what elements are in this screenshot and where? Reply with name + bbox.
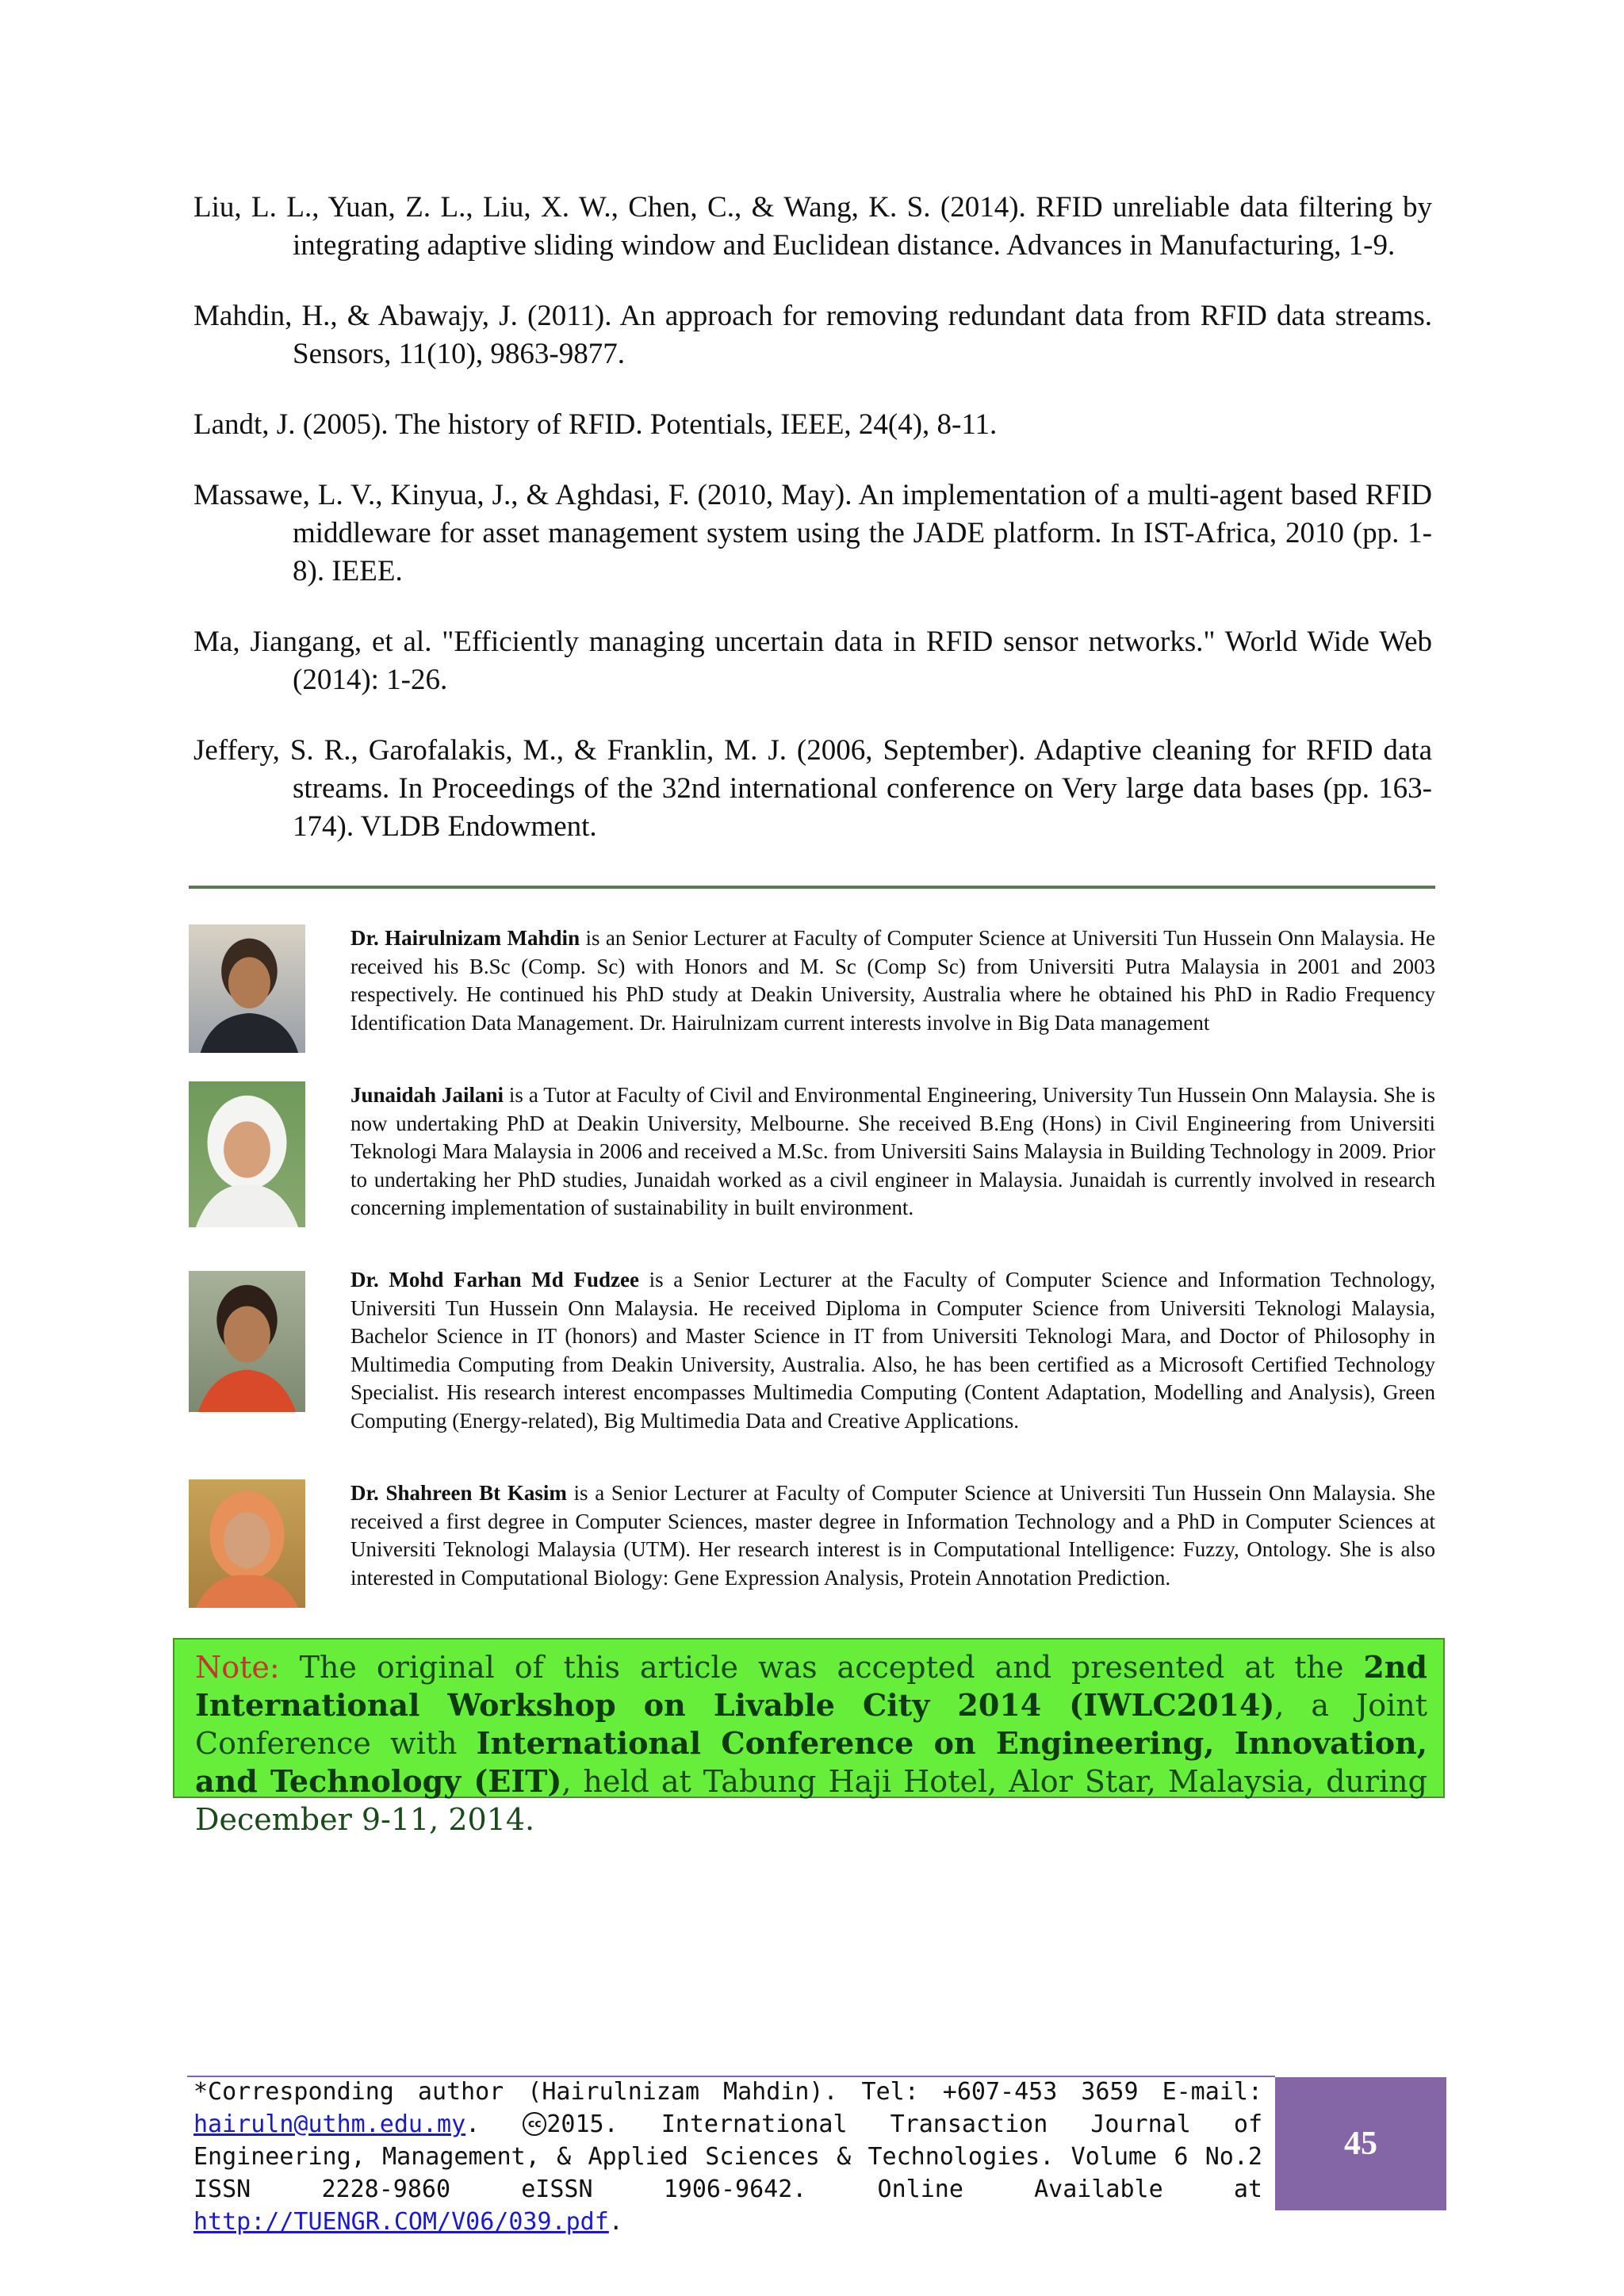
author-bio-text bbox=[350, 924, 1435, 1037]
author-bio-body: is a Senior Lecturer at the Faculty of Computer Science and Information Technology, Universiti Tun Hussein Onn Malaysia. He received Diploma in Computer Science from Universiti Teknologi Malaysia, Bachelor Science in IT (honors) and Master Science in IT from Universiti Teknologi Mara, and Doctor of Philosophy in Multimedia Computing from Deakin University, Australia. Also, he has been certified as a Microsoft Certified Technology Specialist. His research interest encompasses Multimedia Computing (Content Adaptation, Modelling and Analysis), Green Computing (Energy-related), Big Multimedia Data and Creative Applications. bbox=[350, 1268, 1435, 1433]
author-photo-icon bbox=[189, 1271, 305, 1412]
author-name: Dr. Mohd Farhan Md Fudzee bbox=[350, 1268, 639, 1292]
author-name: Dr. Shahreen Bt Kasim bbox=[350, 1481, 567, 1505]
reference-item: Jeffery, S. R., Garofalakis, M., & Franklin, M. J. (2006, September). Adaptive cleaning for RFID data streams. In Proceedings of the 32nd international conference on Very large data bases (pp. 163-174). VLDB Endowment. bbox=[193, 734, 1432, 843]
note-text: , a Joint Conference with bbox=[195, 1688, 1428, 1761]
author-photo bbox=[189, 924, 305, 1053]
author-name: Junaidah Jailani bbox=[350, 1083, 504, 1107]
footer-text: 2015. International Transaction Journal of Engineering, Management, & Applied Sciences & Technologies. Volume 6 No.2 ISSN 2228-9860 eISSN 1906-9642. Online Available at bbox=[193, 2110, 1262, 2203]
author-bio bbox=[189, 1081, 1435, 1232]
note-label: Note: bbox=[195, 1650, 280, 1685]
conference-note bbox=[173, 1638, 1445, 1837]
author-bio-body: is a Senior Lecturer at Faculty of Computer Science at Universiti Tun Hussein Onn Malaysia. She received a first degree in Computer Sciences, master degree in Information Technology and a PhD in Computer Sciences at Universiti Teknologi Malaysia (UTM). Her research interest is in Computational Intelligence: Fuzzy, Ontology. She is also interested in Computational Biology: Gene Expression Analysis, Protein Annotation Prediction. bbox=[350, 1481, 1435, 1590]
creative-commons-icon: cc bbox=[523, 2112, 546, 2136]
author-bio bbox=[189, 1479, 1435, 1622]
note-conference: International Conference on Engineering, Innovation, and Technology (EIT) bbox=[195, 1725, 1427, 1799]
note-workshop: 2nd International Workshop on Livable City 2014 (IWLC2014) bbox=[195, 1649, 1427, 1723]
author-bio-text bbox=[350, 1081, 1435, 1223]
section-divider bbox=[189, 886, 1435, 889]
note-text: , held at Tabung Haji Hotel, Alor Star, Malaysia, during December 9-11, 2014. bbox=[195, 1764, 1427, 1837]
reference-list bbox=[193, 189, 1432, 846]
reference-item: Massawe, L. V., Kinyua, J., & Aghdasi, F. (2010, May). An implementation of a multi-agent based RFID middleware for asset management system using the JADE platform. In IST-Africa, 2010 (pp. 1-8). IEEE. bbox=[193, 479, 1432, 587]
author-name: Dr. Hairulnizam Mahdin bbox=[350, 926, 580, 950]
reference-item: Ma, Jiangang, et al. "Efficiently managing uncertain data in RFID sensor networks." World Wide Web (2014): 1-26. bbox=[193, 626, 1432, 696]
author-photo bbox=[189, 1081, 305, 1227]
page-number: 45 bbox=[1275, 2077, 1446, 2210]
footer-text: . bbox=[465, 2110, 523, 2138]
author-bio-text bbox=[350, 1266, 1435, 1435]
article-url-link[interactable]: http://TUENGR.COM/V06/039.pdf bbox=[193, 2208, 609, 2236]
reference-item: Liu, L. L., Yuan, Z. L., Liu, X. W., Chen, C., & Wang, K. S. (2014). RFID unreliable data filtering by integrating adaptive sliding window and Euclidean distance. Advances in Manufacturing, 1-9. bbox=[193, 191, 1432, 262]
author-bio-body: is an Senior Lecturer at Faculty of Computer Science at Universiti Tun Hussein Onn Malaysia. He received his B.Sc (Comp. Sc) with Honors and M. Sc (Comp Sc) from Universiti Putra Malaysia in 2001 and 2003 respectively. He continued his PhD study at Deakin University, Australia where he obtained his PhD in Radio Frequency Identification Data Management. Dr. Hairulnizam current interests involve in Big Data management bbox=[350, 926, 1435, 1035]
author-bio-text bbox=[350, 1479, 1435, 1592]
author-photo-icon bbox=[189, 1479, 305, 1608]
author-bio-body: is a Tutor at Faculty of Civil and Environmental Engineering, University Tun Hussein Onn Malaysia. She is now undertaking PhD at Deakin University, Melbourne. She received B.Eng (Hons) in Civil Engineering from Universiti Teknologi Mara Malaysia in 2006 and received a M.Sc. from Universiti Sains Malaysia in Building Technology in 2009. Prior to undertaking her PhD studies, Junaidah worked as a civil engineer in Malaysia. Junaidah is currently involved in research concerning implementation of sustainability in built environment. bbox=[350, 1083, 1435, 1219]
reference-item: Landt, J. (2005). The history of RFID. Potentials, IEEE, 24(4), 8-11. bbox=[193, 408, 998, 441]
footer-text: . bbox=[608, 2208, 623, 2236]
email-link[interactable]: hairuln@uthm.edu.my bbox=[193, 2110, 466, 2138]
author-bio bbox=[189, 924, 1435, 1059]
footer-citation bbox=[193, 2076, 1262, 2238]
footer-text: *Corresponding author (Hairulnizam Mahdin). Tel: +607-453 3659 E-mail: bbox=[193, 2078, 1262, 2106]
note-text: The original of this article was accepted and presented at the bbox=[279, 1650, 1364, 1685]
author-photo-icon bbox=[189, 1081, 305, 1227]
reference-item: Mahdin, H., & Abawajy, J. (2011). An approach for removing redundant data from RFID data streams. Sensors, 11(10), 9863-9877. bbox=[193, 300, 1432, 370]
author-bio bbox=[189, 1266, 1435, 1456]
author-photo bbox=[189, 1479, 305, 1608]
author-photo-icon bbox=[189, 924, 305, 1053]
author-photo bbox=[189, 1271, 305, 1412]
